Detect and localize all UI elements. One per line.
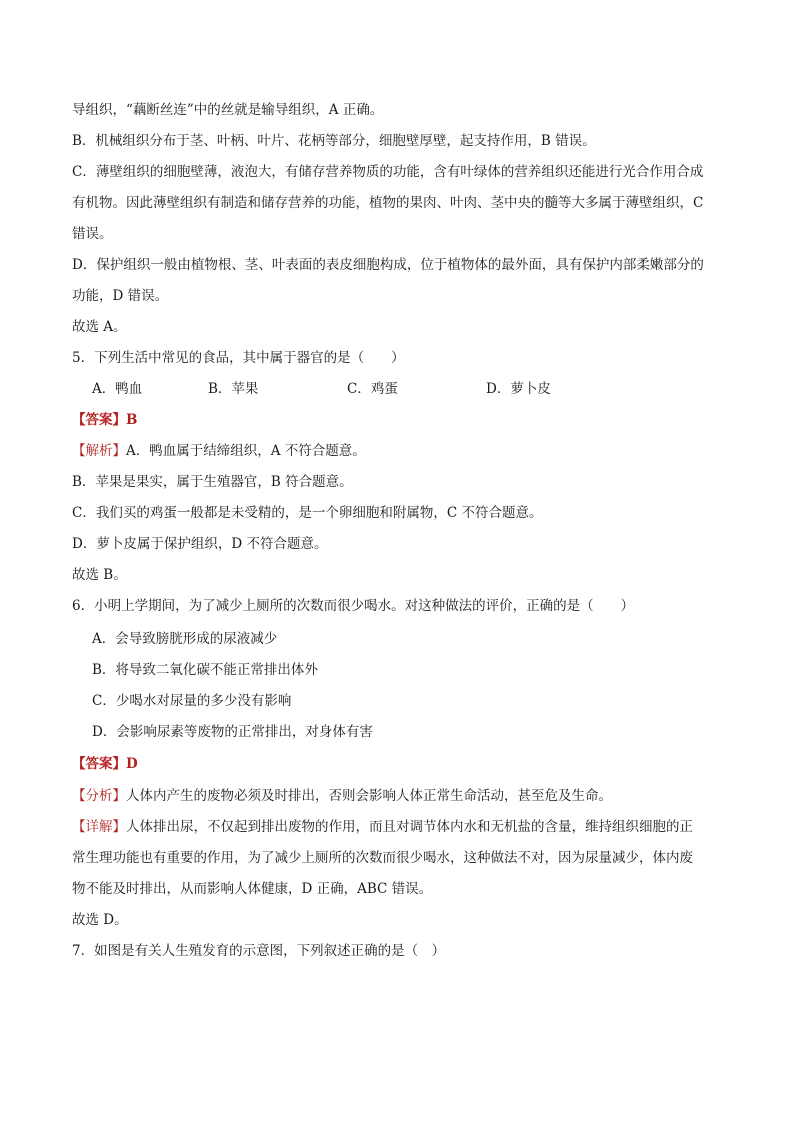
q4-explanation-b: B．机械组织分布于茎、叶柄、叶片、花柄等部分，细胞壁厚壁，起支持作用，B 错误。 xyxy=(72,133,596,149)
q5-analysis-tag: 【解析】 xyxy=(72,443,126,459)
q4-explanation-line: 导组织，“藕断丝连”中的丝就是输导组织，A 正确。 xyxy=(72,102,384,118)
q6-option-b: B．将导致二氧化碳不能正常排出体外 xyxy=(92,662,318,678)
q6-detail-tag: 【详解】 xyxy=(72,819,126,835)
q4-explanation-d-line1: D．保护组织一般由植物根、茎、叶表面的表皮细胞构成，位于植物体的最外面，具有保护内部柔嫩部分的 xyxy=(72,257,704,273)
q5-answer xyxy=(72,409,732,431)
q5-analysis-b: B．苹果是果实，属于生殖器官，B 符合题意。 xyxy=(72,474,353,490)
q6-detail-line3: 物不能及时排出，从而影响人体健康，D 正确，ABC 错误。 xyxy=(72,881,433,897)
q4-explanation-c-line1: C．薄壁组织的细胞壁薄，液泡大，有储存营养物质的功能，含有叶绿体的营养组织还能进行光合作用合成 xyxy=(72,164,704,180)
q6-answer-value: D xyxy=(126,756,138,772)
q5-stem: 5．下列生活中常见的食品，其中属于器官的是（ ） xyxy=(72,350,405,366)
q6-analysis-tag: 【分析】 xyxy=(72,788,126,804)
q6-detail-line2: 常生理功能也有重要的作用，为了减少上厕所的次数而很少喝水，这种做法不对，因为尿量减少，体内废 xyxy=(72,850,693,866)
q7-stem: 7．如图是有关人生殖发育的示意图，下列叙述正确的是（ ） xyxy=(72,943,446,959)
q4-explanation-c-line2: 有机物。因此薄壁组织有制造和储存营养的功能，植物的果肉、叶肉、茎中央的髓等大多属于薄壁组织，C xyxy=(72,195,704,211)
q5-answer-value: B xyxy=(126,412,138,428)
q6-detail-line1 xyxy=(72,816,732,838)
q5-analysis-c: C．我们买的鸡蛋一般都是未受精的，是一个卵细胞和附属物，C 不符合题意。 xyxy=(72,505,543,521)
q6-option-c: C．少喝水对尿量的多少没有影响 xyxy=(92,693,292,709)
q6-option-d: D．会影响尿素等废物的正常排出，对身体有害 xyxy=(92,724,373,740)
q5-option-c: C．鸡蛋 xyxy=(347,381,398,397)
q6-analysis-text: 人体内产生的废物必须及时排出，否则会影响人体正常生命活动，甚至危及生命。 xyxy=(126,788,612,804)
q6-answer xyxy=(72,753,732,775)
q6-conclusion: 故选 D。 xyxy=(72,912,128,928)
q5-analysis-d: D．萝卜皮属于保护组织，D 不符合题意。 xyxy=(72,536,328,552)
q5-option-b: B．苹果 xyxy=(208,381,259,397)
q5-analysis-a xyxy=(72,440,732,462)
q6-stem: 6．小明上学期间，为了减少上厕所的次数而很少喝水。对这种做法的评价，正确的是（ ） xyxy=(72,598,635,614)
q4-explanation-d-line2: 功能，D 错误。 xyxy=(72,288,169,304)
q6-detail-text: 人体排出尿，不仅起到排出废物的作用，而且对调节体内水和无机盐的含量，维持组织细胞的正 xyxy=(126,819,693,835)
q5-conclusion: 故选 B。 xyxy=(72,567,127,583)
q4-conclusion: 故选 A。 xyxy=(72,319,127,335)
q4-explanation-c-line3: 错误。 xyxy=(72,226,113,242)
q6-answer-tag: 【答案】 xyxy=(72,756,126,772)
q5-option-a: A．鸭血 xyxy=(92,381,143,397)
q5-option-d: D．萝卜皮 xyxy=(486,381,551,397)
q5-answer-tag: 【答案】 xyxy=(72,412,126,428)
q6-analysis xyxy=(72,785,732,807)
q6-option-a: A．会导致膀胱形成的尿液减少 xyxy=(92,631,278,647)
q5-analysis-a-text: A．鸭血属于结缔组织，A 不符合题意。 xyxy=(126,443,366,459)
